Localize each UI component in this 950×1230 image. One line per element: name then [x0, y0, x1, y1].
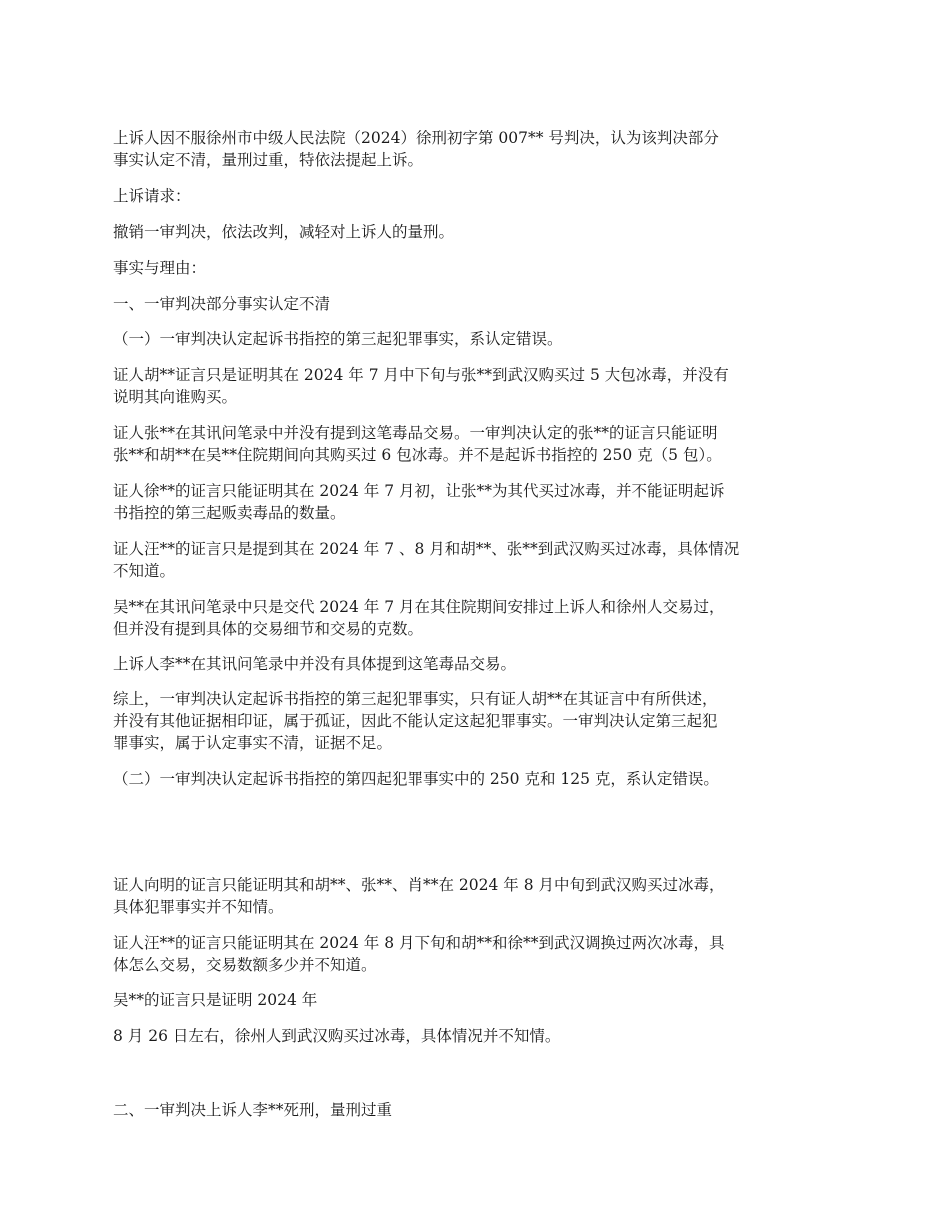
paragraph-wu-interrogation [113, 596, 848, 640]
line: 证人徐**的证言只能证明其在 2024 年 7 月初，让张**为其代买过冰毒，并不能证明起诉 [113, 482, 725, 500]
paragraph-request-content [113, 221, 848, 243]
line: 但并没有提到具体的交易细节和交易的克数。 [113, 620, 424, 638]
line: 上诉请求： [113, 187, 191, 205]
line: 并没有其他证据相印证，属于孤证，因此不能认定这起犯罪事实。一审判决认定第三起犯 [113, 712, 718, 730]
heading-appeal-request [113, 185, 848, 207]
line: 综上，一审判决认定起诉书指控的第三起犯罪事实，只有证人胡**在其证言中有所供述， [113, 690, 718, 708]
line: 上诉人因不服徐州市中级人民法院（2024）徐刑初字第 007** 号判决，认为该判决部分 [113, 129, 719, 147]
line: 不知道。 [113, 562, 176, 580]
paragraph-wu-testimony-cont [113, 1025, 848, 1047]
heading-facts-reasons [113, 257, 848, 279]
paragraph-witness-wang [113, 538, 848, 582]
paragraph-summary [113, 688, 848, 754]
line: 事实与理由： [113, 259, 207, 277]
line: 证人汪**的证言只是提到其在 2024 年 7 、8 月和胡**、张**到武汉购买过冰毒，具体情况 [113, 540, 740, 558]
line: 一、一审判决部分事实认定不清 [113, 295, 331, 313]
paragraph-witness-hu [113, 364, 848, 408]
heading-section-one [113, 293, 848, 315]
line: 罪事实，属于认定事实不清，证据不足。 [113, 734, 393, 752]
paragraph-wu-testimony [113, 989, 848, 1011]
line: 体怎么交易，交易数额多少并不知道。 [113, 956, 377, 974]
line: 张**和胡**在吴**住院期间向其购买过 6 包冰毒。并不是起诉书指控的 250 克（5 包）。 [113, 446, 722, 464]
line: 吴**在其讯问笔录中只是交代 2024 年 7 月在其住院期间安排过上诉人和徐州人交易过， [113, 598, 725, 616]
heading-subsection-one [113, 328, 848, 350]
line: 证人胡**证言只是证明其在 2024 年 7 月中下旬与张**到武汉购买过 5 大包冰毒，并没有 [113, 366, 729, 384]
line: （二）一审判决认定起诉书指控的第四起犯罪事实中的 250 克和 125 克，系认定错误。 [113, 770, 719, 788]
line: 书指控的第三起贩卖毒品的数量。 [113, 504, 346, 522]
paragraph-appellant-li [113, 653, 848, 675]
paragraph-witness-wang-2 [113, 932, 848, 976]
line: 具体犯罪事实并不知情。 [113, 898, 284, 916]
line: 撤销一审判决，依法改判，减轻对上诉人的量刑。 [113, 223, 455, 241]
line: （一）一审判决认定起诉书指控的第三起犯罪事实，系认定错误。 [113, 330, 563, 348]
line: 上诉人李**在其讯问笔录中并没有具体提到这笔毒品交易。 [113, 655, 517, 673]
paragraph-witness-zhang [113, 422, 848, 466]
paragraph-witness-xu [113, 480, 848, 524]
line: 二、一审判决上诉人李**死刑，量刑过重 [113, 1101, 393, 1119]
heading-section-two [113, 1099, 848, 1121]
line: 证人张**在其讯问笔录中并没有提到这笔毒品交易。一审判决认定的张**的证言只能证明 [113, 424, 718, 442]
paragraph-appeal-intro [113, 127, 848, 171]
line: 证人向明的证言只能证明其和胡**、张**、肖**在 2024 年 8 月中旬到武汉购买过冰毒， [113, 876, 725, 894]
line: 说明其向谁购买。 [113, 388, 238, 406]
line: 事实认定不清，量刑过重，特依法提起上诉。 [113, 151, 424, 169]
line: 8 月 26 日左右，徐州人到武汉购买过冰毒，具体情况并不知情。 [113, 1027, 561, 1045]
paragraph-witness-xiangming [113, 874, 848, 918]
line: 证人汪**的证言只能证明其在 2024 年 8 月下旬和胡**和徐**到武汉调换过两次冰毒，具 [113, 934, 725, 952]
heading-subsection-two [113, 768, 848, 790]
line: 吴**的证言只是证明 2024 年 [113, 991, 318, 1009]
